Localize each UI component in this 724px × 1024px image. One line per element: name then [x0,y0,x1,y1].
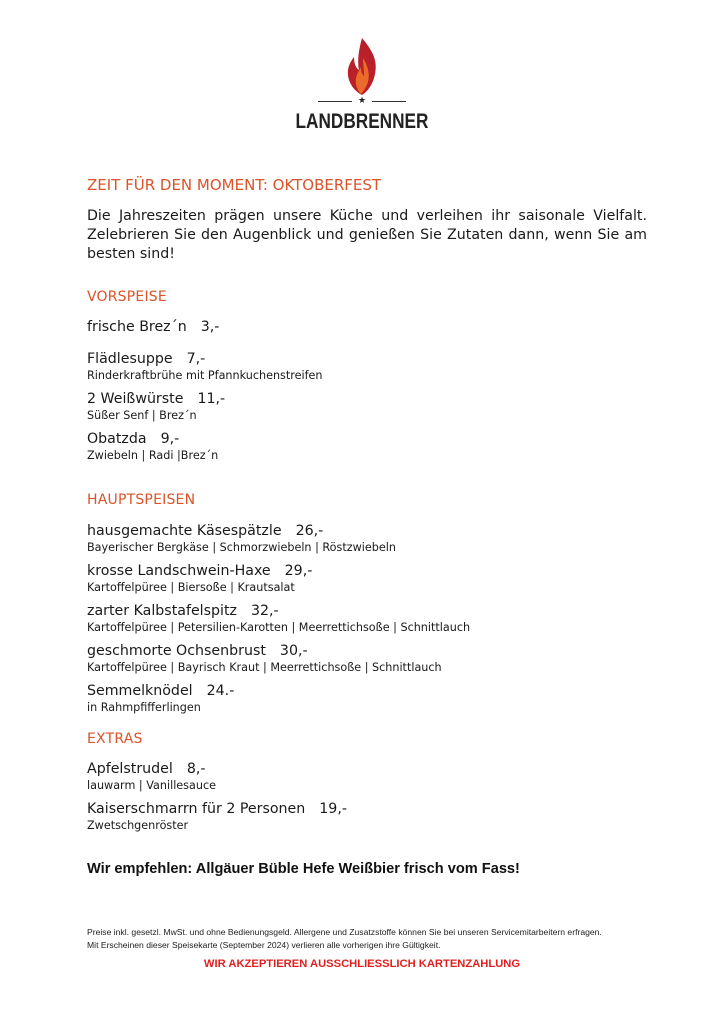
item-price: 29,- [284,563,313,579]
menu-item [87,390,225,423]
item-name: hausgemachte Käsespätzle [87,523,282,539]
payment-notice: WIR AKZEPTIEREN AUSSCHLIESSLICH KARTENZAHLUNG [203,958,521,970]
flame-icon [342,38,382,96]
item-description: Rinderkraftbrühe mit Pfannkuchenstreifen [87,369,323,382]
item-price: 8,- [186,761,206,777]
menu-item [87,430,218,463]
item-price: 7,- [186,351,206,367]
item-price: 11,- [197,391,226,407]
menu-item [87,602,470,635]
item-name: krosse Landschwein-Haxe [87,563,271,579]
item-name: Obatzda [87,431,147,447]
item-name: frische Brez´n [87,319,187,335]
item-description: Bayerischer Bergkäse | Schmorzwiebeln | Röstzwiebeln [87,541,396,554]
legal-note [87,926,602,952]
section-title-hauptspeisen: HAUPTSPEISEN [87,492,196,508]
item-price: 9,- [160,431,180,447]
section-title-extras: EXTRAS [87,731,143,747]
item-description: Kartoffelpüree | Petersilien-Karotten | Meerrettichsoße | Schnittlauch [87,621,471,634]
item-price: 26,- [295,523,324,539]
item-description: Kartoffelpüree | Biersoße | Krautsalat [87,581,295,594]
menu-item [87,522,396,555]
item-name: Apfelstrudel [87,761,173,777]
legal-note-line: Mit Erscheinen dieser Speisekarte (September 2024) verlieren alle vorherigen ihre Gültigkeit. [87,940,441,950]
item-name: geschmorte Ochsenbrust [87,643,266,659]
item-description: Zwetschgenröster [87,819,189,832]
item-price: 30,- [279,643,308,659]
item-name: zarter Kalbstafelspitz [87,603,237,619]
item-name: Kaiserschmarrn für 2 Personen [87,801,306,817]
intro-title: ZEIT FÜR DEN MOMENT: OKTOBERFEST [87,176,382,194]
item-name: Flädlesuppe [87,351,173,367]
menu-item [87,682,234,715]
item-price: 32,- [250,603,279,619]
item-description: Zwiebeln | Radi |Brez´n [87,449,219,462]
item-name: Semmelknödel [87,683,193,699]
brand-logo [0,38,724,134]
item-price: 24.- [206,683,235,699]
item-price: 19,- [319,801,347,817]
menu-item [87,760,216,793]
logo-divider [0,96,724,106]
beer-recommendation: Wir empfehlen: Allgäuer Büble Hefe Weißbier frisch vom Fass! [87,861,520,877]
item-price: 3,- [200,319,220,335]
item-description: in Rahmpfifferlingen [87,701,201,714]
intro-text: Die Jahreszeiten prägen unsere Küche und verleihen ihr saisonale Vielfalt. Zelebrieren Sie den Augenblick und genießen Sie Zutaten dann, wenn Sie am besten sind! [87,208,647,262]
menu-item [87,562,312,595]
item-description: Kartoffelpüree | Bayrisch Kraut | Meerrettichsoße | Schnittlauch [87,661,442,674]
item-description: Süßer Senf | Brez´n [87,409,197,422]
legal-note-line: Preise inkl. gesetzl. MwSt. und ohne Bedienungsgeld. Allergene und Zusatzstoffe können Sie bei unseren Servicemitarbeitern erfragen. [87,927,602,937]
menu-item [87,642,442,675]
menu-item [87,318,219,336]
item-description: lauwarm | Vanillesauce [87,779,216,792]
menu-item [87,350,323,383]
menu-item [87,800,347,833]
item-name: 2 Weißwürste [87,391,184,407]
brand-name: LANDBRENNER [295,110,429,133]
section-title-vorspeise: VORSPEISE [87,289,167,305]
star-icon: ★ [357,96,367,106]
